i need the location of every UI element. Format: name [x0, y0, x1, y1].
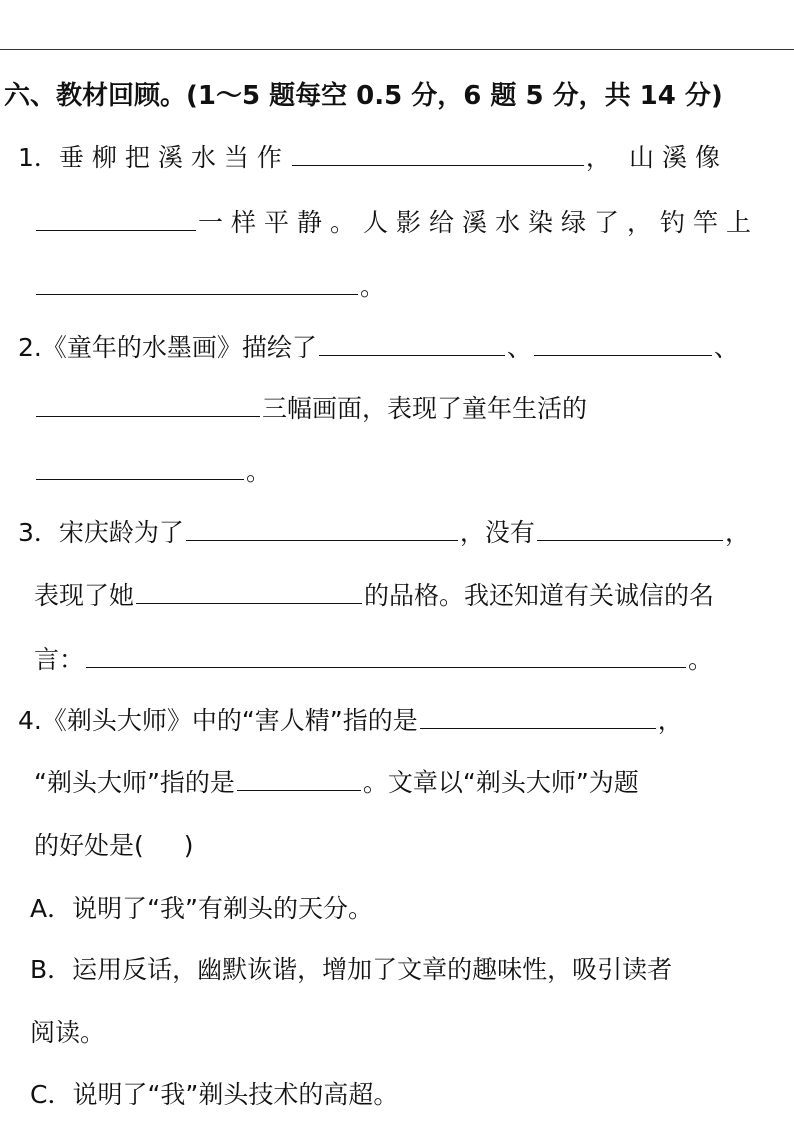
- option-text: 说明了“我”剃头技术的高超。: [72, 1080, 399, 1109]
- q4-text-e: ): [183, 831, 194, 860]
- q3-blank-4[interactable]: [86, 645, 686, 668]
- q2-text-a: 《童年的水墨画》描绘了: [41, 333, 317, 362]
- q2-blank-1[interactable]: [319, 333, 505, 356]
- q3-blank-3[interactable]: [136, 581, 362, 604]
- q1-text-a: 垂柳把溪水当作: [58, 143, 290, 172]
- section-heading: [4, 79, 794, 113]
- q1-text-b: 山溪像: [628, 143, 728, 172]
- q4-blank-2[interactable]: [237, 768, 361, 791]
- q4-line-1: [18, 704, 794, 738]
- option-text: 阅读。: [30, 1018, 106, 1047]
- q1-comma: ，: [585, 143, 619, 172]
- q3-text-e: 言：: [34, 645, 85, 674]
- q2-blank-2[interactable]: [534, 333, 712, 356]
- q2-sep-2: 、: [713, 333, 739, 362]
- option-label: C．: [30, 1080, 73, 1109]
- q1-blank-2[interactable]: [36, 208, 196, 231]
- q4-text-a: 《剃头大师》中的“害人精”指的是: [41, 706, 418, 735]
- q3-text-c: 表现了她: [34, 581, 135, 610]
- q3-comma: ，: [724, 518, 750, 547]
- q2-text-b: 三幅画面，表现了童年生活的: [262, 394, 588, 423]
- q4-text-c: 。文章以“剃头大师”为题: [362, 768, 639, 797]
- q4-option-b-cont: [30, 1016, 794, 1050]
- q3-text-b: ，没有: [459, 518, 535, 547]
- q2-blank-4[interactable]: [36, 457, 244, 480]
- q2-line-3: [34, 455, 794, 489]
- q2-number: 2.: [18, 333, 42, 362]
- q4-option-a: [30, 892, 794, 926]
- q3-line-2: [34, 579, 794, 613]
- q4-option-c: [30, 1078, 794, 1112]
- q4-line-2: [34, 766, 794, 800]
- q4-text-d: 的好处是(: [34, 831, 144, 860]
- q4-comma: ，: [657, 706, 683, 735]
- q4-line-3: [34, 829, 794, 863]
- q1-text-c: 一样平静。人影给溪水染绿了，钓竿上: [198, 208, 760, 237]
- section-heading-text: 六、教材回顾。(1～5 题每空 0.5 分，6 题 5 分，共 14 分): [4, 81, 723, 111]
- q2-end: 。: [246, 457, 272, 486]
- option-label: A．: [30, 894, 73, 923]
- q1-line-2: [34, 206, 794, 240]
- q2-line-1: [18, 331, 794, 365]
- q3-blank-1[interactable]: [186, 518, 458, 541]
- q2-blank-3[interactable]: [36, 394, 260, 417]
- q4-blank-1[interactable]: [420, 706, 656, 729]
- q1-line-3: [34, 270, 794, 304]
- q3-number: 3．: [18, 518, 59, 547]
- q3-text-d: 的品格。我还知道有关诚信的名: [364, 581, 715, 610]
- top-rule: [0, 49, 794, 50]
- option-text: 运用反话，幽默诙谐，增加了文章的趣味性，吸引读者: [72, 955, 673, 984]
- q2-sep-1: 、: [506, 333, 532, 362]
- q1-end: 。: [360, 272, 386, 301]
- q1-number: 1．: [18, 143, 59, 172]
- q3-end: 。: [688, 645, 714, 674]
- q3-blank-2[interactable]: [537, 518, 723, 541]
- option-text: 说明了“我”有剃头的天分。: [72, 894, 374, 923]
- q4-text-b: “剃头大师”指的是: [34, 768, 235, 797]
- q2-line-2: [34, 392, 794, 426]
- q3-line-3: [34, 643, 794, 677]
- q1-line-1: [18, 141, 794, 175]
- q3-line-1: [18, 516, 794, 550]
- q1-blank-3[interactable]: [36, 272, 358, 295]
- q1-blank-1[interactable]: [292, 143, 584, 166]
- q4-number: 4.: [18, 706, 42, 735]
- q4-option-b: [30, 953, 794, 987]
- option-label: B．: [30, 955, 73, 984]
- q3-text-a: 宋庆龄为了: [58, 518, 184, 547]
